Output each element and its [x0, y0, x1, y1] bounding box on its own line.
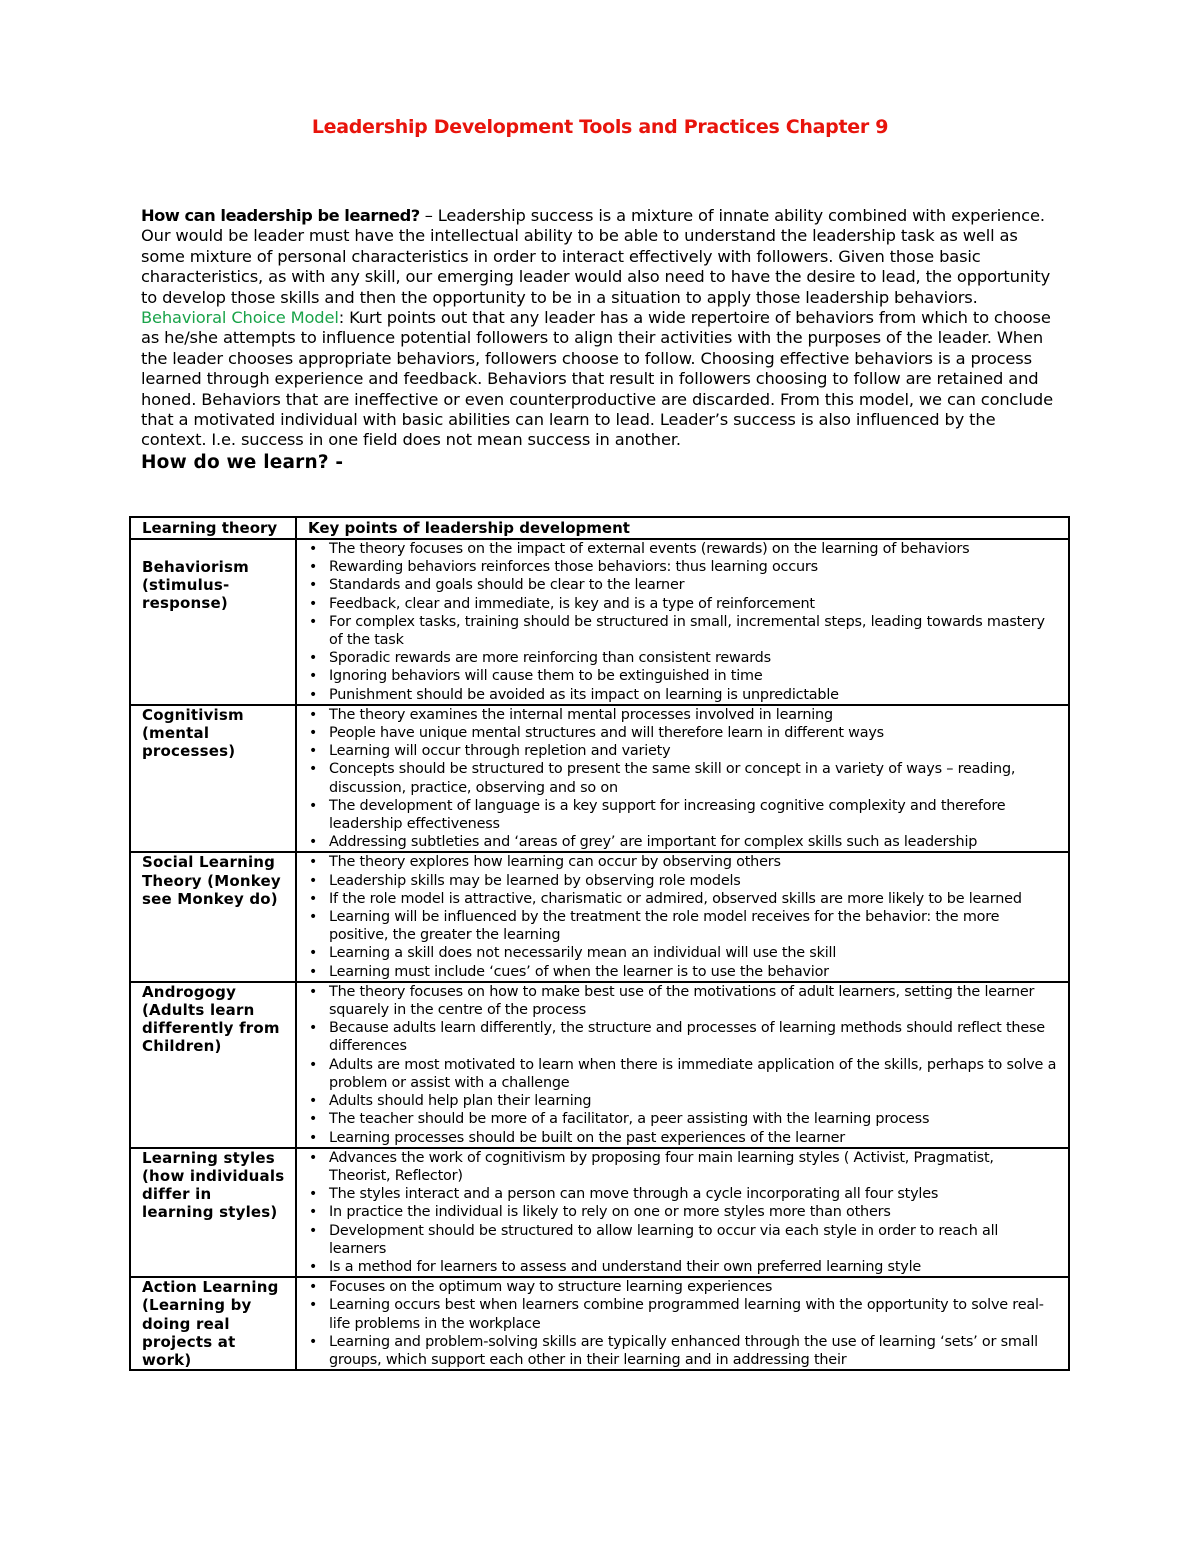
key-point-item: • Ignoring behaviors will cause them to be extinguished in time	[329, 667, 1058, 685]
key-point-item: • The development of language is a key support for increasing cognitive complexity and therefore leadership effectiveness	[329, 797, 1058, 833]
key-point-item: • The theory examines the internal mental processes involved in learning	[329, 706, 1058, 724]
key-point-item: • The teacher should be more of a facilitator, a peer assisting with the learning process	[329, 1110, 1058, 1128]
key-point-item: • In practice the individual is likely to rely on one or more styles more than others	[329, 1203, 1058, 1221]
intro-question: How can leadership be learned?	[141, 206, 420, 225]
points-cell	[296, 705, 1069, 853]
key-point-item: • Leadership skills may be learned by observing role models	[329, 872, 1058, 890]
key-point-item: • Sporadic rewards are more reinforcing than consistent rewards	[329, 649, 1058, 667]
table-row	[130, 982, 1069, 1148]
key-point-item: • For complex tasks, training should be structured in small, incremental steps, leading towards mastery of the task	[329, 613, 1058, 649]
key-points-list	[308, 706, 1058, 852]
key-point-item: • Learning will be influenced by the treatment the role model receives for the behavior: the more positive, the greater the learning	[329, 908, 1058, 944]
key-point-item: • Focuses on the optimum way to structure learning experiences	[329, 1278, 1058, 1296]
key-point-item: • Concepts should be structured to present the same skill or concept in a variety of ways – reading, discussion, practice, observing and so on	[329, 760, 1058, 796]
key-point-item: • Learning must include ‘cues’ of when the learner is to use the behavior	[329, 963, 1058, 981]
key-point-item: • Advances the work of cognitivism by proposing four main learning styles ( Activist, Pragmatist, Theorist, Reflector)	[329, 1149, 1058, 1185]
intro-paragraph	[141, 206, 1053, 308]
key-point-item: • Learning occurs best when learners combine programmed learning with the opportunity to solve real-life problems in the workplace	[329, 1296, 1058, 1332]
points-cell	[296, 1277, 1069, 1370]
theory-cell	[130, 539, 296, 705]
key-point-item: • Adults should help plan their learning	[329, 1092, 1058, 1110]
theory-name: Androgogy (Adults learn differently from Children)	[142, 982, 280, 1056]
table-row	[130, 1148, 1069, 1277]
key-point-item: • Learning will occur through repletion and variety	[329, 742, 1058, 760]
theory-name: Social Learning Theory (Monkey see Monkey do)	[142, 853, 281, 908]
key-point-item: • The theory explores how learning can occur by observing others	[329, 853, 1058, 871]
learning-theories-table	[129, 516, 1070, 1371]
points-cell	[296, 1148, 1069, 1277]
key-point-item: • Rewarding behaviors reinforces those behaviors: thus learning occurs	[329, 558, 1058, 576]
intro-text: – Leadership success is a mixture of innate ability combined with experience. Our would be leader must have the intellectual ability to be able to understand the leadership task as well as some mixture of personal characteristics in order to interact effectively with followers. Given those basic characteristics, as with any skill, our emerging leader would also need to have the desire to lead, the opportunity to develop those skills and then the opportunity to be in a situation to apply those leadership behaviors.	[141, 206, 1051, 307]
table-header-row	[130, 517, 1069, 539]
model-text: : Kurt points out that any leader has a wide repertoire of behaviors from which to choose as he/she attempts to influence potential followers to align their activities with the purposes of the leader. When the leader chooses appropriate behaviors, followers choose to follow. Choosing effective behaviors is a process learned through experience and feedback. Behaviors that result in followers choosing to follow are retained and honed. Behaviors that are ineffective or even counterproductive are discarded. From this model, we can conclude that a motivated individual with basic abilities can learn to lead. Leader’s success is also influenced by the context. I.e. success in one field does not mean success in another.	[141, 308, 1053, 450]
theory-name: Behaviorism (stimulus-response)	[142, 558, 249, 613]
theory-cell	[130, 982, 296, 1148]
model-paragraph	[141, 308, 1053, 451]
key-point-item: • Standards and goals should be clear to the learner	[329, 576, 1058, 594]
document-body	[141, 206, 1053, 473]
key-point-item: • Learning and problem-solving skills are typically enhanced through the use of learning ‘sets’ or small groups, which support each other in their learning and in addressing their	[329, 1333, 1058, 1369]
table-row	[130, 852, 1069, 981]
table-row	[130, 539, 1069, 705]
table-body	[130, 539, 1069, 1370]
key-points-list	[308, 1278, 1058, 1369]
key-point-item: • The theory focuses on how to make best use of the motivations of adult learners, setting the learner squarely in the centre of the process	[329, 983, 1058, 1019]
key-point-item: • People have unique mental structures and will therefore learn in different ways	[329, 724, 1058, 742]
key-point-item: • Development should be structured to allow learning to occur via each style in order to reach all learners	[329, 1222, 1058, 1258]
key-point-item: • Learning a skill does not necessarily mean an individual will use the skill	[329, 944, 1058, 962]
key-point-item: • Addressing subtleties and ‘areas of grey’ are important for complex skills such as leadership	[329, 833, 1058, 851]
key-point-item: • Punishment should be avoided as its impact on learning is unpredictable	[329, 686, 1058, 704]
key-points-list	[308, 540, 1058, 704]
key-point-item: • If the role model is attractive, charismatic or admired, observed skills are more likely to be learned	[329, 890, 1058, 908]
theory-name: Learning styles (how individuals differ in learning styles)	[142, 1148, 285, 1222]
table-header-theory: Learning theory	[130, 517, 296, 539]
theory-cell	[130, 1277, 296, 1370]
key-points-list	[308, 983, 1058, 1147]
points-cell	[296, 982, 1069, 1148]
cell-spacer	[142, 540, 285, 558]
key-point-item: • Adults are most motivated to learn when there is immediate application of the skills, perhaps to solve a problem or assist with a challenge	[329, 1056, 1058, 1092]
theory-name: Cognitivism (mental processes)	[142, 705, 244, 761]
theory-cell	[130, 705, 296, 853]
section-heading: How do we learn? -	[141, 451, 344, 473]
table-header-points: Key points of leadership development	[296, 517, 1069, 539]
points-cell	[296, 852, 1069, 981]
table-row	[130, 705, 1069, 853]
key-point-item: • Because adults learn differently, the structure and processes of learning methods should reflect these differences	[329, 1019, 1058, 1055]
key-points-list	[308, 1149, 1058, 1276]
table-row	[130, 1277, 1069, 1370]
key-point-item: • Is a method for learners to assess and understand their own preferred learning style	[329, 1258, 1058, 1276]
key-points-list	[308, 853, 1058, 980]
model-name: Behavioral Choice Model	[141, 308, 339, 328]
document-title: Leadership Development Tools and Practices Chapter 9	[311, 116, 889, 138]
key-point-item: • The theory focuses on the impact of external events (rewards) on the learning of behaviors	[329, 540, 1058, 558]
points-cell	[296, 539, 1069, 705]
theory-cell	[130, 1148, 296, 1277]
theory-name: Action Learning (Learning by doing real projects at work)	[142, 1278, 279, 1369]
key-point-item: • Learning processes should be built on the past experiences of the learner	[329, 1129, 1058, 1147]
theory-cell	[130, 852, 296, 981]
key-point-item: • Feedback, clear and immediate, is key and is a type of reinforcement	[329, 595, 1058, 613]
key-point-item: • The styles interact and a person can move through a cycle incorporating all four styles	[329, 1185, 1058, 1203]
